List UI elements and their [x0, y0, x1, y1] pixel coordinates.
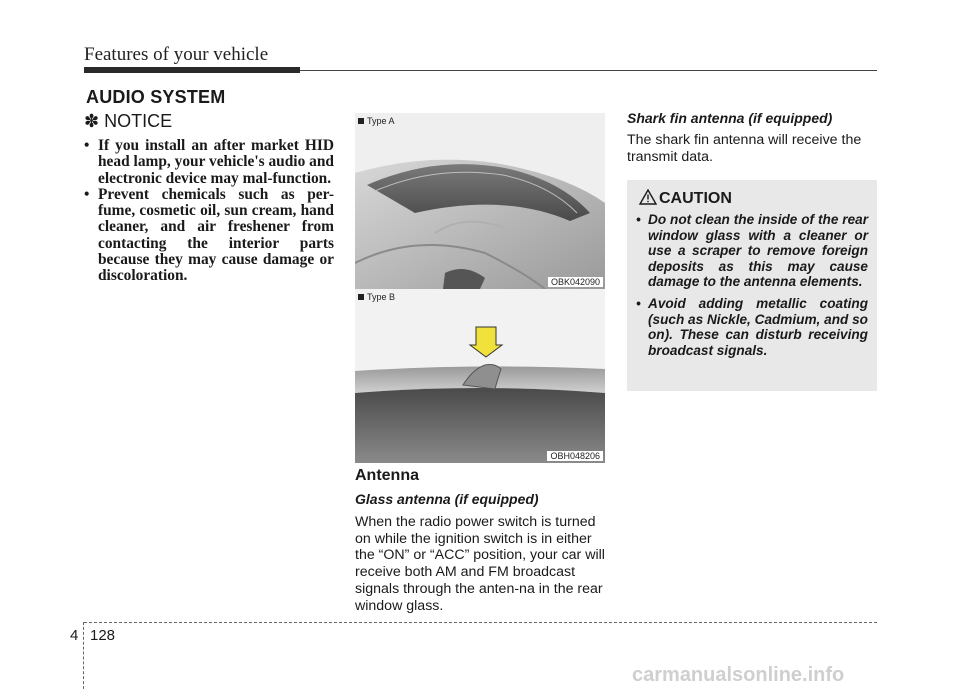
- page-number: 128: [90, 627, 116, 644]
- caution-item: • Avoid adding metallic coating (such as Nickle, Cadmium, and so on). These can disturb receiving broadcast signals.: [636, 295, 868, 358]
- chapter-number: 4: [70, 627, 79, 644]
- caution-item: • Do not clean the inside of the rear window glass with a cleaner or use a scraper to remove foreign deposits as this may cause damage to the antenna elements.: [636, 212, 868, 290]
- header-bar: [84, 67, 300, 73]
- shark-fin-text: The shark fin antenna will receive the transmit data.: [627, 132, 862, 165]
- antenna-heading: Antenna: [355, 467, 419, 484]
- notice-item: • If you install an after market HID head lamp, your vehicle's audio and electronic device may mal-function.: [84, 137, 334, 187]
- square-bullet-icon: [358, 118, 364, 124]
- bullet-icon: •: [84, 185, 90, 203]
- header-rule: [300, 70, 877, 71]
- figure-type-a: [355, 113, 605, 289]
- shark-fin-roof-illustration: [355, 289, 605, 463]
- running-header: Features of your vehicle: [84, 44, 269, 65]
- shark-fin-heading: Shark fin antenna (if equipped): [627, 110, 833, 126]
- section-title: AUDIO SYSTEM: [86, 87, 226, 107]
- footer-rule: [84, 622, 877, 623]
- watermark: carmanualsonline.info: [632, 664, 845, 686]
- bullet-icon: •: [636, 295, 641, 311]
- notice-item: • Prevent chemicals such as per-fume, cosmetic oil, sun cream, hand cleaner, and air freshener from contacting the interior parts because they may cause damage or discoloration.: [84, 185, 334, 285]
- figure-type-b: [355, 289, 605, 463]
- notice-list: [84, 138, 334, 285]
- notice-heading: ✽ NOTICE: [84, 111, 173, 131]
- glass-antenna-heading: Glass antenna (if equipped): [355, 491, 539, 507]
- caution-list: [636, 212, 868, 364]
- figure-type-b-label: Type B: [358, 292, 395, 302]
- bullet-icon: •: [84, 137, 90, 154]
- footer-divider: [83, 622, 84, 689]
- figure-type-a-code: OBK042090: [548, 277, 603, 287]
- square-bullet-icon: [358, 294, 364, 300]
- caution-heading: CAUTION: [659, 190, 732, 207]
- figure-type-a-label: Type A: [358, 116, 395, 126]
- warning-triangle-icon: [639, 189, 657, 205]
- bullet-icon: •: [636, 212, 641, 227]
- figure-type-b-code: OBH048206: [547, 451, 603, 461]
- rear-window-illustration: [355, 113, 605, 289]
- caution-box: [627, 180, 877, 391]
- glass-antenna-text: When the radio power switch is turned on while the ignition switch is in either the “ON” or “ACC” position, your car will receive both AM and FM broadcast signals through the anten-na in the rear window glass.: [355, 514, 605, 614]
